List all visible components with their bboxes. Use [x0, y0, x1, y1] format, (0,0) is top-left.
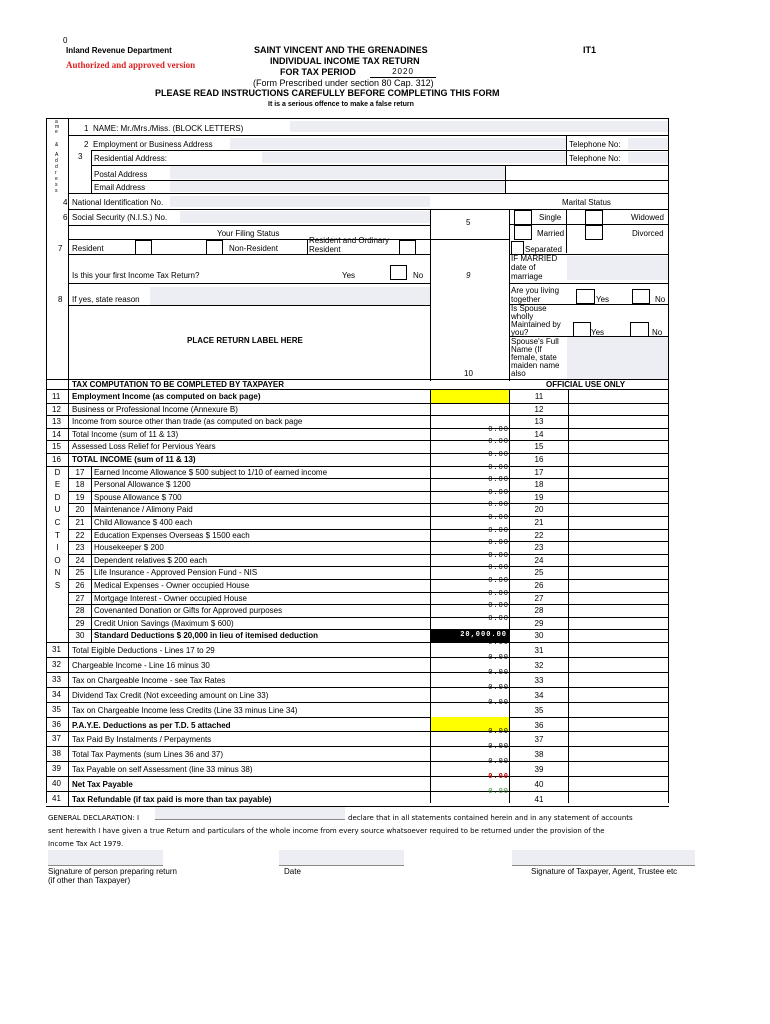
line-39-label: Tax Payable on self Assessment (line 33 minus 38): [72, 765, 253, 775]
email-label: Email Address: [94, 183, 146, 192]
marriage-date-field[interactable]: [567, 256, 668, 280]
married-label: Married: [537, 229, 565, 238]
line-33-amount[interactable]: 0.00: [488, 668, 509, 677]
living-together-line1: Are you living: [511, 286, 560, 295]
computation-heading: TAX COMPUTATION TO BE COMPLETED BY TAXPAYER: [72, 380, 285, 389]
line-27-amount[interactable]: 0.00: [488, 589, 509, 598]
prescribed-note: (Form Prescribed under section 80 Cap. 312): [253, 78, 434, 88]
line-30-amount[interactable]: 20,000.00: [460, 631, 507, 640]
line-24-official-number: 24: [534, 555, 544, 565]
marital-status-heading: Marital Status: [562, 198, 611, 207]
deductions-side-letter-5: T: [55, 530, 60, 540]
single-label: Single: [539, 213, 562, 222]
line-15-label: Assessed Loss Relief for Pervious Years: [72, 442, 216, 452]
nis-field[interactable]: [180, 211, 430, 223]
line-6-number: 6: [63, 213, 68, 222]
line-20-amount[interactable]: 0.00: [488, 501, 509, 510]
postal-address-field[interactable]: [170, 166, 505, 179]
box-9-number: 9: [466, 271, 471, 280]
spouse-maintained-line4: you?: [511, 328, 529, 337]
resident-checkbox[interactable]: [135, 240, 152, 255]
maintained-no-checkbox[interactable]: [630, 322, 649, 337]
if-married-line2: date of: [511, 263, 536, 272]
line-21-official-number: 21: [534, 518, 544, 527]
telephone-label-2: Telephone No:: [569, 154, 621, 163]
line-38-amount[interactable]: 0.00: [488, 743, 509, 752]
line-37-label: Tax Paid By Instalments / Perpayments: [72, 735, 212, 745]
residential-address-field[interactable]: [262, 152, 566, 163]
married-checkbox[interactable]: [514, 225, 532, 240]
spouse-maintained-line2: wholly: [511, 312, 534, 321]
line-3-number: 3: [78, 152, 83, 161]
line-14-official-number: 14: [534, 429, 544, 439]
side-letter-addr-5: s: [55, 182, 58, 188]
line-35-amount[interactable]: 0.00: [488, 698, 509, 707]
line-32-number: 32: [52, 659, 61, 669]
form-title: INDIVIDUAL INCOME TAX RETURN: [270, 56, 420, 66]
line-17-amount[interactable]: 0.00: [488, 463, 509, 472]
preparer-signature-note: (if other than Taxpayer): [48, 876, 131, 885]
line-16-official-number: 16: [534, 455, 544, 464]
line-26-number: 26: [75, 581, 85, 590]
line-33-label: Tax on Chargeable Income - see Tax Rates: [72, 675, 226, 685]
corner-number: 0: [63, 36, 68, 45]
line-31-label: Total Eigible Deductions - Lines 17 to 29: [72, 646, 215, 655]
box-5-number: 5: [466, 218, 471, 227]
resident-ordinary-line2: Resident: [309, 245, 341, 254]
line-20-label: Maintenance / Alimony Paid: [94, 505, 193, 515]
date-label: Date: [284, 867, 301, 876]
deductions-side-letter-6: I: [56, 543, 59, 553]
line-1-number: 1: [84, 124, 89, 133]
maintained-yes-checkbox[interactable]: [573, 322, 591, 337]
box-10-number: 10: [464, 369, 473, 378]
country-title: SAINT VINCENT AND THE GRENADINES: [254, 45, 428, 55]
line-18-number: 18: [75, 480, 85, 490]
spouse-name-line1: Spouse's Full: [511, 337, 559, 346]
date-field[interactable]: [279, 850, 404, 866]
line-30-number: 30: [75, 631, 85, 641]
line-8-number: 8: [58, 295, 63, 304]
line-30-official-number: 30: [534, 631, 544, 641]
line-16-number: 16: [52, 455, 61, 464]
spouse-name-line4: maiden name: [511, 361, 560, 370]
line-36-official-number: 36: [534, 720, 544, 730]
line-4-label: National Identification No.: [72, 198, 164, 207]
line-26-amount[interactable]: 0.00: [488, 577, 509, 585]
line-38-label: Total Tax Payments (sum Lines 36 and 37): [72, 750, 224, 760]
deductions-side-letter-4: C: [54, 518, 61, 527]
line-33-official-number: 33: [534, 675, 544, 685]
line-17-label: Earned Income Allowance $ 500 subject to 1/10 of earned income: [94, 467, 328, 477]
spouse-name-line2: Name (If: [511, 345, 542, 354]
line-19-amount[interactable]: 0.00: [488, 488, 509, 497]
line-34-label: Dividend Tax Credit (Not exceeding amount on Line 33): [72, 690, 269, 700]
divorced-checkbox[interactable]: [585, 225, 603, 240]
line-37-amount[interactable]: 0.00: [488, 728, 509, 737]
preparer-signature-label: Signature of person preparing return: [48, 867, 177, 876]
line-13-official-number: 13: [534, 417, 544, 427]
instruction-heading: PLEASE READ INSTRUCTIONS CAREFULLY BEFORE COMPLETING THIS FORM: [155, 88, 500, 98]
line-41-amount[interactable]: 0.00: [488, 788, 509, 796]
line-28-label: Covenanted Donation or Gifts for Approved purposes: [94, 606, 283, 616]
line-14-amount[interactable]: 0.00: [488, 425, 509, 434]
side-letter-addr-0: A: [55, 152, 59, 158]
taxpayer-signature-label: Signature of Taxpayer, Agent, Trustee etc: [531, 867, 678, 876]
line-23-label: Housekeeper $ 200: [94, 543, 164, 553]
line-25-official-number: 25: [534, 568, 544, 578]
line-18-official-number: 18: [534, 480, 544, 490]
reason-field[interactable]: [150, 287, 430, 305]
line-40-label: Net Tax Payable: [72, 780, 133, 790]
line-41-label: Tax Refundable (if tax paid is more than tax payable): [72, 795, 272, 804]
line-32-label: Chargeable Income - Line 16 minus 30: [72, 660, 210, 670]
national-id-field[interactable]: [170, 196, 430, 207]
line-25-amount[interactable]: 0.00: [488, 564, 509, 573]
living-no-checkbox[interactable]: [632, 289, 650, 304]
name-field[interactable]: [290, 121, 668, 132]
line-23-amount[interactable]: 0.00: [488, 539, 509, 548]
spouse-maintained-line3: Maintained by: [511, 320, 561, 329]
line-34-official-number: 34: [534, 690, 544, 700]
deductions-side-letter-9: S: [54, 581, 61, 590]
line-19-official-number: 19: [534, 492, 544, 502]
line-26-official-number: 26: [534, 581, 544, 590]
if-married-line1: IF MARRIED: [511, 254, 558, 263]
spouse-name-field[interactable]: [567, 337, 668, 379]
line-15-number: 15: [52, 442, 61, 452]
line-36-label: P.A.Y.E. Deductions as per T.D. 5 attached: [72, 720, 231, 730]
line-27-number: 27: [75, 593, 85, 603]
widowed-label: Widowed: [631, 213, 664, 222]
line-39-official-number: 39: [534, 765, 544, 775]
telephone-label-1: Telephone No:: [569, 140, 621, 149]
line-16-amount[interactable]: 0.00: [488, 451, 509, 459]
line-11-amount-highlight[interactable]: [431, 390, 509, 403]
declaration-line3: Income Tax Act 1979.: [48, 840, 124, 848]
line-29-number: 29: [75, 618, 85, 628]
side-letter-addr-3: r: [55, 170, 57, 176]
line-18-amount[interactable]: 0.00: [488, 476, 509, 485]
line-29-amount[interactable]: 0.00: [488, 614, 509, 623]
postal-label: Postal Address: [94, 170, 148, 179]
line-1-label: NAME: Mr./Mrs./Miss. (BLOCK LETTERS): [93, 124, 244, 133]
first-return-no: No: [413, 271, 424, 280]
line-40-amount[interactable]: 0.00: [488, 773, 509, 782]
side-letter-addr-2: d: [55, 164, 58, 170]
line-14-number: 14: [52, 429, 61, 439]
line-22-number: 22: [75, 530, 85, 540]
resident-label: Resident: [72, 244, 104, 253]
if-married-line3: marriage: [511, 272, 543, 281]
deductions-side-letter-0: D: [54, 467, 61, 477]
declaration-start: GENERAL DECLARATION: I: [48, 814, 140, 822]
line-14-label: Total Income (sum of 11 & 13): [72, 429, 179, 439]
line-8-label: If yes, state reason: [72, 295, 140, 304]
line-21-number: 21: [75, 518, 85, 527]
line-22-amount[interactable]: 0.00: [488, 526, 509, 535]
line-40-number: 40: [52, 779, 61, 789]
side-letter-addr-1: d: [55, 158, 58, 164]
line-21-label: Child Allowance $ 400 each: [94, 518, 193, 527]
line-19-number: 19: [75, 492, 85, 502]
line-37-official-number: 37: [534, 735, 544, 745]
line-39-number: 39: [52, 764, 61, 774]
filing-status-heading: Your Filing Status: [217, 229, 280, 238]
maintained-no-label: No: [652, 328, 663, 337]
preparer-signature-field[interactable]: [48, 850, 163, 866]
line-34-amount[interactable]: 0.00: [488, 683, 509, 692]
single-checkbox[interactable]: [514, 210, 532, 225]
line-23-number: 23: [75, 543, 85, 553]
line-17-number: 17: [75, 467, 85, 477]
non-resident-checkbox[interactable]: [206, 240, 223, 255]
line-2-label: Employment or Business Address: [93, 140, 213, 149]
line-15-official-number: 15: [534, 442, 544, 452]
line-25-label: Life Insurance - Approved Pension Fund - NIS: [94, 568, 258, 578]
resident-ordinary-checkbox[interactable]: [399, 240, 416, 255]
line-11-label: Employment Income (as computed on back page): [72, 392, 261, 401]
declaration-middle: declare that in all statements contained herein and in any statement of accounts: [348, 814, 633, 822]
first-return-yes-checkbox[interactable]: [390, 265, 407, 280]
line-22-label: Education Expenses Overseas $ 1500 each: [94, 530, 250, 540]
line-12-number: 12: [52, 404, 61, 414]
declaration-line2: sent herewith I have given a true Return and particulars of the whole income from every source whatsoever required to be returned under the provision of the: [48, 827, 605, 835]
divorced-label: Divorced: [632, 229, 664, 238]
side-letter-m: m: [55, 124, 60, 130]
line-31-official-number: 31: [534, 646, 544, 655]
deductions-side-letter-1: E: [54, 480, 61, 490]
line-35-label: Tax on Chargeable Income less Credits (Line 33 minus Line 34): [72, 705, 298, 715]
line-33-number: 33: [52, 674, 61, 684]
resident-ordinary-line1: Resident and Ordinary: [309, 236, 390, 245]
line-40-official-number: 40: [534, 780, 544, 790]
side-letter-e: e: [55, 129, 58, 135]
line-24-number: 24: [75, 555, 85, 565]
deductions-side-letter-8: N: [54, 568, 61, 578]
deductions-side-letter-2: D: [54, 492, 61, 502]
line-25-number: 25: [75, 568, 85, 578]
line-41-official-number: 41: [534, 795, 544, 804]
first-return-question: Is this your first Income Tax Return?: [72, 271, 200, 280]
line-38-official-number: 38: [534, 750, 544, 760]
living-no-label: No: [655, 295, 666, 304]
side-letter-addr-6: s: [55, 188, 58, 194]
spouse-name-line3: female, state: [511, 353, 557, 362]
line-35-number: 35: [52, 704, 61, 714]
non-resident-label: Non-Resident: [229, 244, 278, 253]
separated-label: Separated: [525, 245, 562, 254]
line-21-amount[interactable]: 0.00: [488, 514, 509, 522]
living-together-line2: together: [511, 295, 541, 304]
return-label-placeholder: PLACE RETURN LABEL HERE: [187, 336, 303, 345]
line-7-number: 7: [58, 244, 63, 253]
line-28-amount[interactable]: 0.00: [488, 602, 509, 611]
spouse-maintained-line1: Is Spouse: [511, 304, 547, 313]
line-13-label: Income from source other than trade (as computed on back page: [72, 417, 303, 427]
line-41-number: 41: [52, 794, 61, 803]
line-31-amount[interactable]: 0.00: [488, 639, 509, 647]
line-23-official-number: 23: [534, 543, 544, 553]
line-29-label: Credit Union Savings (Maximum $ 600): [94, 618, 234, 628]
line-20-number: 20: [75, 505, 85, 515]
declarant-name-field[interactable]: [155, 807, 345, 820]
deductions-side-letter-7: O: [54, 555, 61, 565]
taxpayer-signature-field[interactable]: [512, 850, 695, 866]
deductions-side-letter-3: U: [54, 505, 61, 515]
spouse-name-line5: also: [511, 369, 526, 378]
line-17-official-number: 17: [534, 467, 544, 477]
widowed-checkbox[interactable]: [585, 210, 603, 225]
line-36-number: 36: [52, 719, 61, 729]
line-28-number: 28: [75, 606, 85, 616]
line-27-official-number: 27: [534, 593, 544, 603]
line-4-number: 4: [63, 198, 68, 207]
line-22-official-number: 22: [534, 530, 544, 540]
line-39-amount[interactable]: 0.00: [488, 758, 509, 767]
line-6-label: Social Security (N.I.S.) No.: [72, 213, 168, 222]
line-16-label: TOTAL INCOME (sum of 11 & 13): [72, 455, 196, 464]
living-yes-label: Yes: [596, 295, 610, 304]
side-letter-a: a: [55, 119, 58, 125]
authorized-note: Authorized and approved version: [66, 60, 196, 70]
maintained-yes-label: Yes: [591, 328, 605, 337]
form-code: IT1: [583, 45, 597, 55]
line-37-number: 37: [52, 734, 61, 744]
telephone-field-2[interactable]: [628, 152, 668, 163]
line-15-amount[interactable]: 0.00: [488, 438, 509, 447]
line-12-label: Business or Professional Income (Annexure B): [72, 404, 238, 414]
line-26-label: Medical Expenses - Owner occupied House: [94, 581, 250, 590]
line-19-label: Spouse Allowance $ 700: [94, 492, 182, 502]
employment-address-field[interactable]: [230, 138, 566, 149]
line-28-official-number: 28: [534, 606, 544, 616]
line-24-label: Dependent relatives $ 200 each: [94, 555, 207, 565]
line-11-official-number: 11: [534, 392, 544, 401]
living-yes-checkbox[interactable]: [576, 289, 595, 304]
line-27-label: Mortgage Interest - Owner occupied House: [94, 593, 247, 603]
residential-label: Residential Address:: [94, 154, 167, 163]
side-letter-amp: &: [55, 142, 59, 148]
line-2-number: 2: [84, 140, 89, 149]
line-13-number: 13: [52, 417, 61, 427]
side-letter-addr-4: e: [55, 176, 58, 182]
tax-period-label: FOR TAX PERIOD: [280, 67, 356, 77]
official-use-heading: OFFICIAL USE ONLY: [546, 380, 626, 389]
line-20-official-number: 20: [534, 505, 544, 515]
email-field[interactable]: [170, 181, 505, 192]
line-38-number: 38: [52, 749, 61, 759]
line-11-number: 11: [52, 392, 61, 401]
line-35-official-number: 35: [534, 705, 544, 715]
first-return-yes: Yes: [342, 271, 356, 280]
department-name: Inland Revenue Department: [66, 46, 172, 55]
false-return-warning: It is a serious offence to make a false return: [268, 101, 414, 108]
line-31-number: 31: [52, 645, 61, 654]
line-18-label: Personal Allowance $ 1200: [94, 480, 191, 490]
line-32-official-number: 32: [534, 660, 544, 670]
line-12-official-number: 12: [534, 404, 544, 414]
line-24-amount[interactable]: 0.00: [488, 551, 509, 560]
tax-period-value[interactable]: 2020: [370, 67, 436, 78]
line-29-official-number: 29: [534, 618, 544, 628]
telephone-field-1[interactable]: [628, 138, 668, 149]
line-32-amount[interactable]: 0.00: [488, 653, 509, 662]
separated-checkbox[interactable]: [511, 241, 524, 255]
line-30-label: Standard Deductions $ 20,000 in lieu of itemised deduction: [94, 631, 319, 641]
line-34-number: 34: [52, 689, 61, 699]
